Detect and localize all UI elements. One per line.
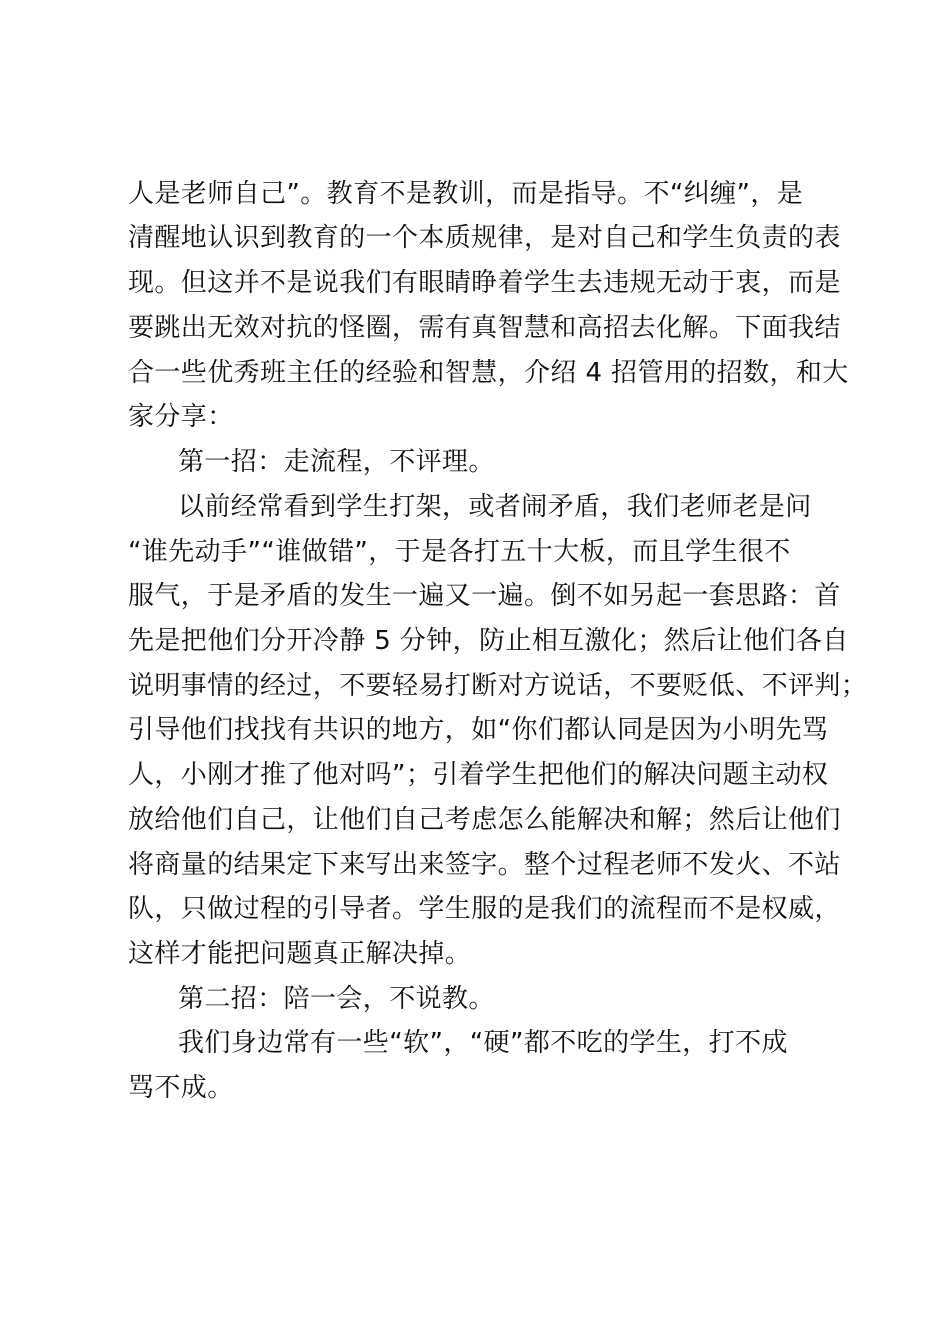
section-heading-2: 第二招：陪一会，不说教。 <box>178 984 495 1014</box>
text-line-16: 将商量的结果定下来写出来签字。整个过程老师不发火、不站 <box>128 850 841 880</box>
text-line-6: 家分享： <box>128 402 234 432</box>
text-line-11: 先是把他们分开冷静 5 分钟，防止相互激化；然后让他们各自 <box>128 626 849 656</box>
text-line-10: 服气，于是矛盾的发生一遍又一遍。倒不如另起一套思路：首 <box>128 581 841 611</box>
section-heading-1: 第一招：走流程，不评理。 <box>178 447 495 477</box>
text-line-9: “谁先动手”“谁做错”，于是各打五十大板，而且学生很不 <box>128 537 791 567</box>
text-line-4: 要跳出无效对抗的怪圈，需有真智慧和高招去化解。下面我结 <box>128 313 841 343</box>
text-line-20: 我们身边常有一些“软”，“硬”都不吃的学生，打不成 <box>178 1028 788 1058</box>
text-line-13: 引导他们找找有共识的地方，如“你们都认同是因为小明先骂 <box>128 715 829 745</box>
text-line-12: 说明事情的经过，不要轻易打断对方说话，不要贬低、不评判； <box>128 671 868 701</box>
text-line-18: 这样才能把问题真正解决掉。 <box>128 939 472 969</box>
text-line-1: 人是老师自己”。教育不是教训，而是指导。不“纠缠”，是 <box>128 179 804 209</box>
text-line-2: 清醒地认识到教育的一个本质规律，是对自己和学生负责的表 <box>128 223 841 253</box>
text-line-17: 队，只做过程的引导者。学生服的是我们的流程而不是权威， <box>128 894 841 924</box>
text-line-8: 以前经常看到学生打架，或者闹矛盾，我们老师老是问 <box>178 492 812 522</box>
text-line-15: 放给他们自己，让他们自己考虑怎么能解决和解；然后让他们 <box>128 805 841 835</box>
text-line-3: 现。但这并不是说我们有眼睛睁着学生去违规无动于衷，而是 <box>128 268 841 298</box>
text-line-21: 骂不成。 <box>128 1073 234 1103</box>
text-line-5: 合一些优秀班主任的经验和智慧，介绍 4 招管用的招数，和大 <box>128 358 849 388</box>
text-line-14: 人，小刚才推了他对吗”；引着学生把他们的解决问题主动权 <box>128 760 829 790</box>
